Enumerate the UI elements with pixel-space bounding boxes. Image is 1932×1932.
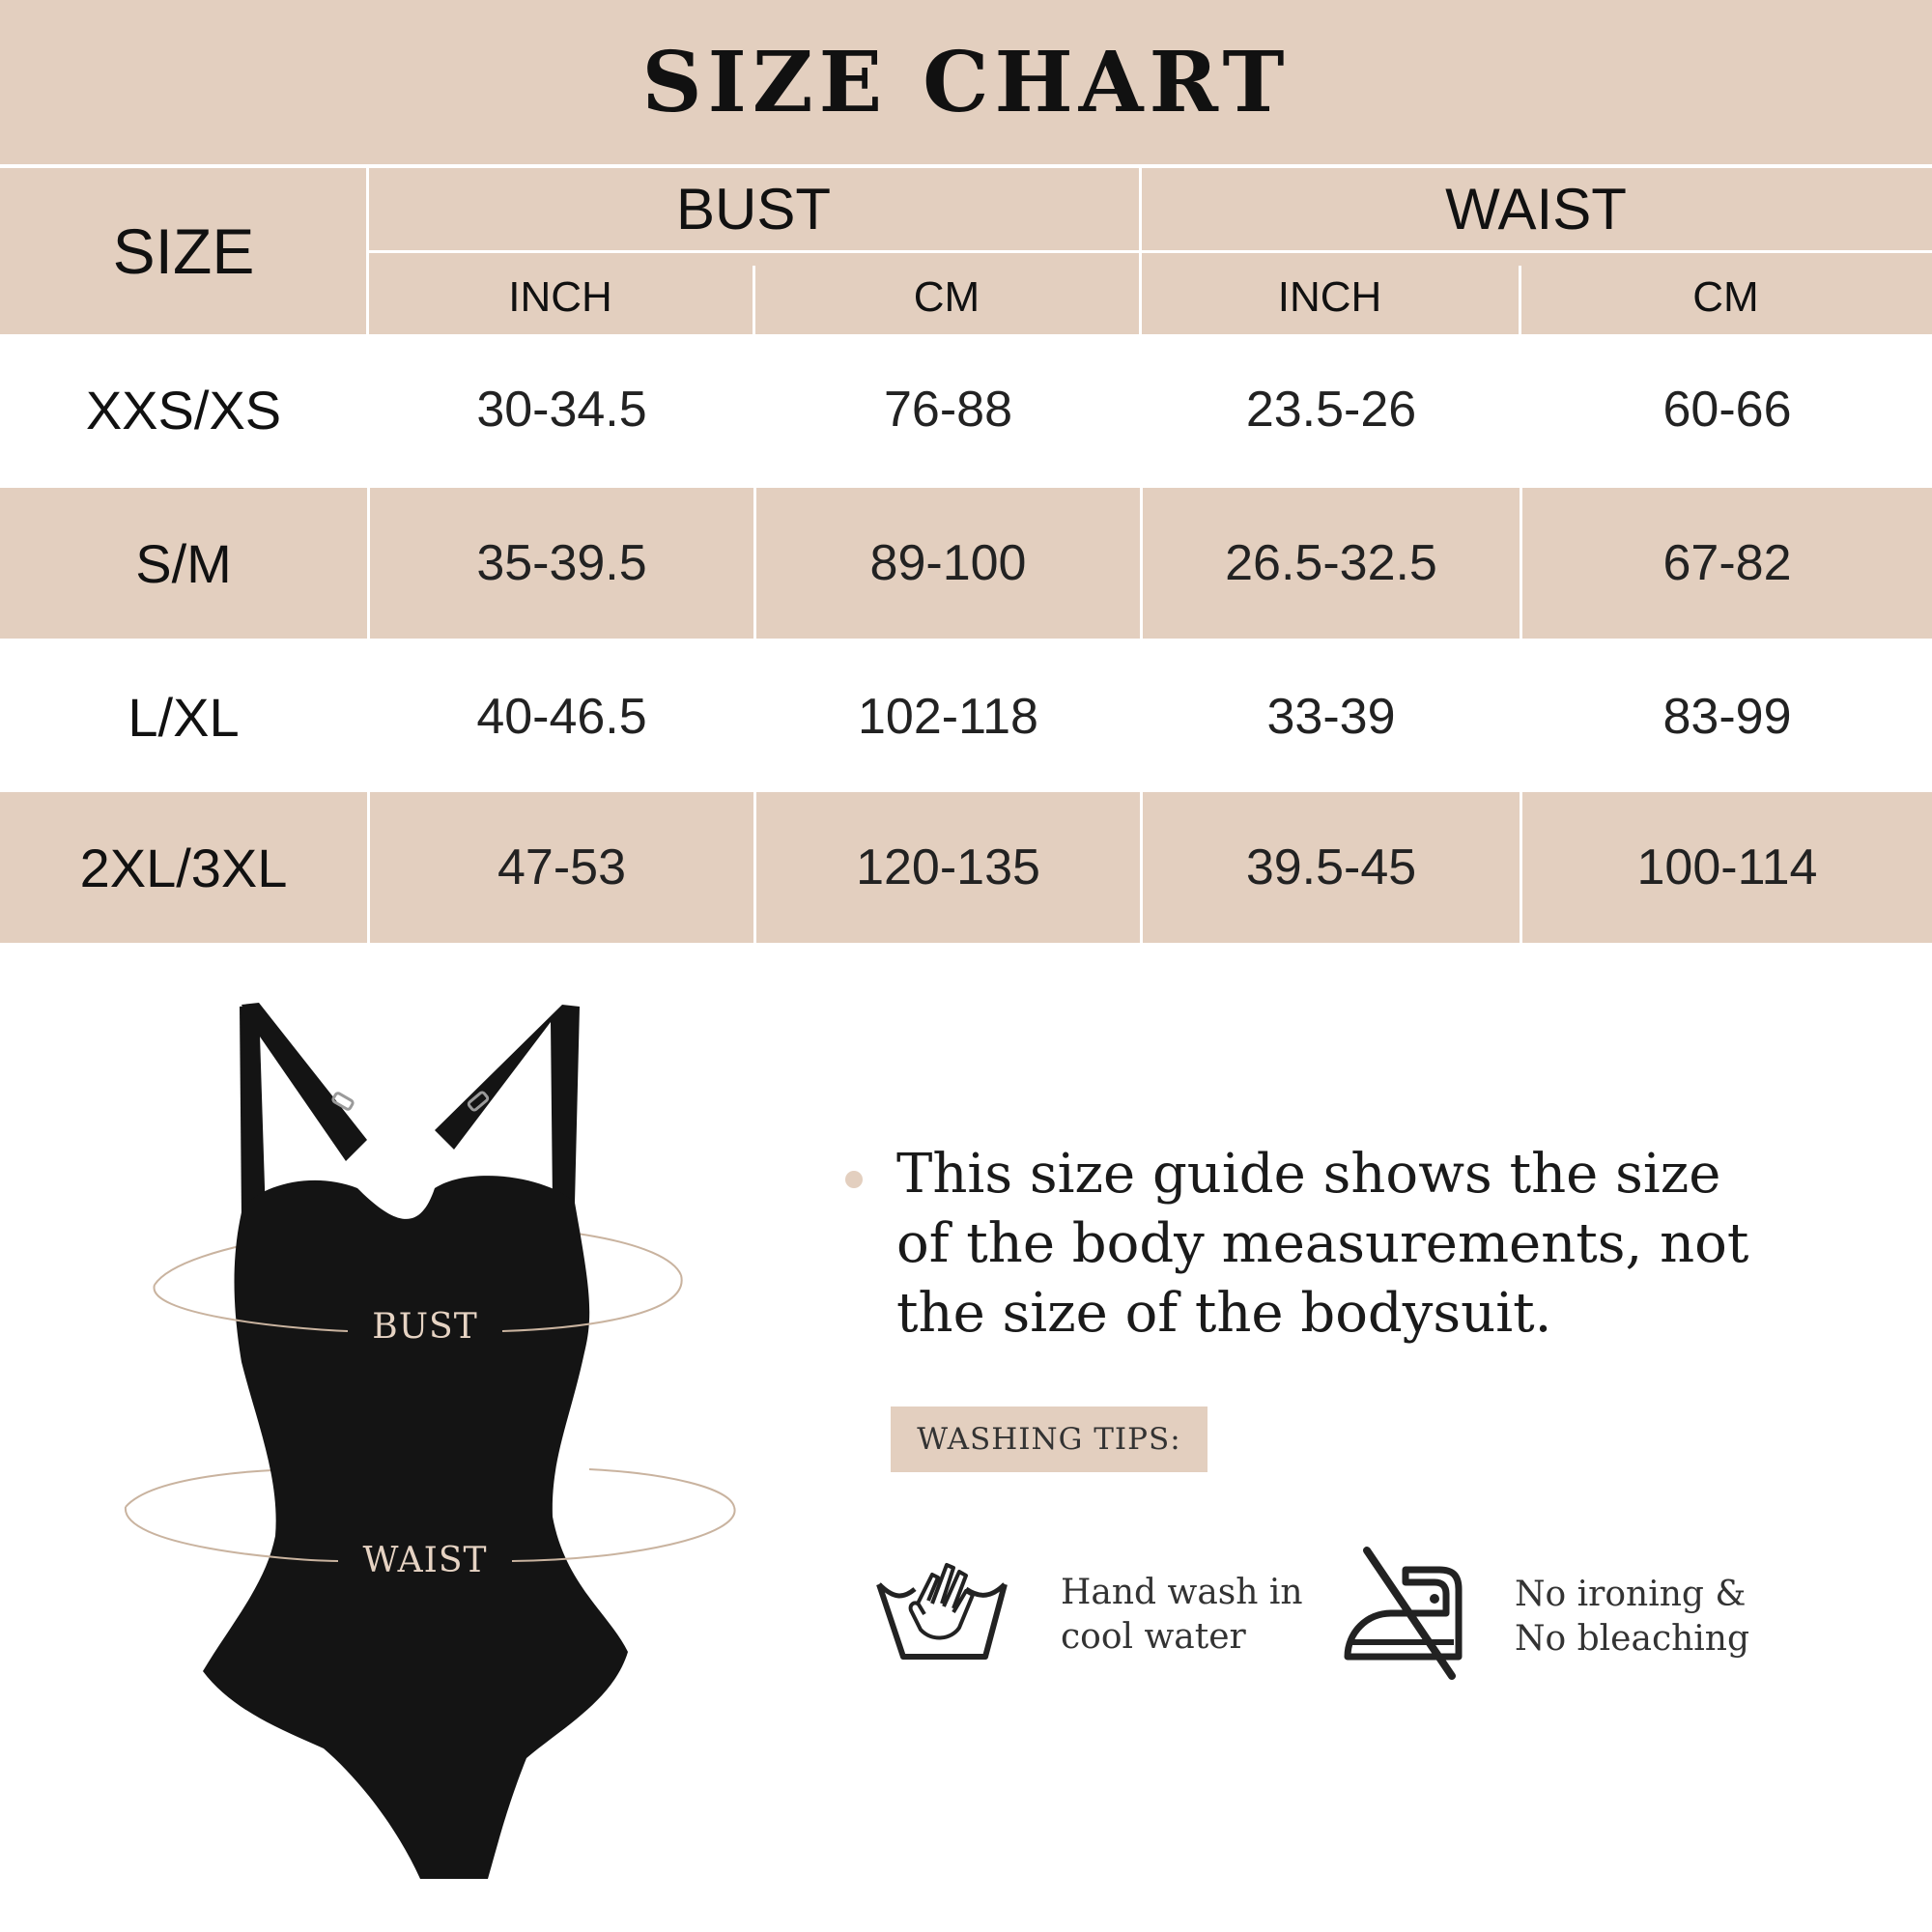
hand-wash-icon (874, 1550, 1009, 1662)
bust-inch-cell: 40-46.5 (367, 641, 753, 792)
waist-label: WAIST (362, 1541, 488, 1580)
washing-tips-label: WASHING TIPS: (891, 1406, 1208, 1472)
title-band (0, 0, 1932, 164)
size-cell: XXS/XS (85, 379, 282, 440)
hand-wash-text: Hand wash in cool water (1061, 1573, 1303, 1657)
page-title: SIZE CHART (641, 33, 1291, 131)
waist-cm-cell: 67-82 (1520, 488, 1932, 639)
header-divider (366, 168, 369, 334)
no-ironing-text: No ironing & No bleaching (1515, 1575, 1750, 1659)
waist-inch-cell: 23.5-26 (1140, 334, 1520, 485)
header-divider (1519, 266, 1521, 334)
note-bullet (845, 1171, 863, 1188)
waist-inch-cell: 33-39 (1140, 641, 1520, 792)
waist-group-header: WAIST (1445, 176, 1627, 242)
bust-cm-cell: 120-135 (753, 792, 1140, 943)
waist-cm-cell: 60-66 (1520, 334, 1932, 485)
size-cell: 2XL/3XL (79, 837, 288, 898)
size-cell: L/XL (128, 686, 240, 748)
waist-inch-cell: 39.5-45 (1140, 792, 1520, 943)
table-row (0, 641, 1932, 792)
bust-inch-cell: 30-34.5 (367, 334, 753, 485)
table-row (0, 792, 1932, 943)
bust-label: BUST (372, 1307, 478, 1347)
header-divider (367, 250, 1932, 253)
header-divider (1139, 168, 1142, 334)
bust-inch-cell: 35-39.5 (367, 488, 753, 639)
no-ironing-icon (1338, 1546, 1468, 1681)
waist-cm-header: CM (1692, 273, 1759, 321)
table-row (0, 334, 1932, 485)
right-strap (435, 1005, 580, 1203)
bust-cm-header: CM (913, 273, 980, 321)
bust-inch-header: INCH (508, 273, 612, 321)
bust-cm-cell: 102-118 (753, 641, 1140, 792)
table-row (0, 488, 1932, 639)
bust-inch-cell: 47-53 (367, 792, 753, 943)
size-guide-note: This size guide shows the size of the body measurements, not the size of the bodysuit. (896, 1143, 1749, 1345)
size-cell: S/M (135, 532, 232, 594)
waist-cm-cell: 100-114 (1520, 792, 1932, 943)
bodysuit (203, 1176, 628, 1879)
waist-cm-cell: 83-99 (1520, 641, 1932, 792)
bust-group-header: BUST (675, 176, 832, 242)
bodysuit-illustration (87, 995, 763, 1893)
size-column-header: SIZE (112, 215, 255, 287)
bust-cm-cell: 76-88 (753, 334, 1140, 485)
waist-inch-cell: 26.5-32.5 (1140, 488, 1520, 639)
bust-cm-cell: 89-100 (753, 488, 1140, 639)
header-divider (753, 266, 755, 334)
waist-inch-header: INCH (1277, 273, 1382, 321)
